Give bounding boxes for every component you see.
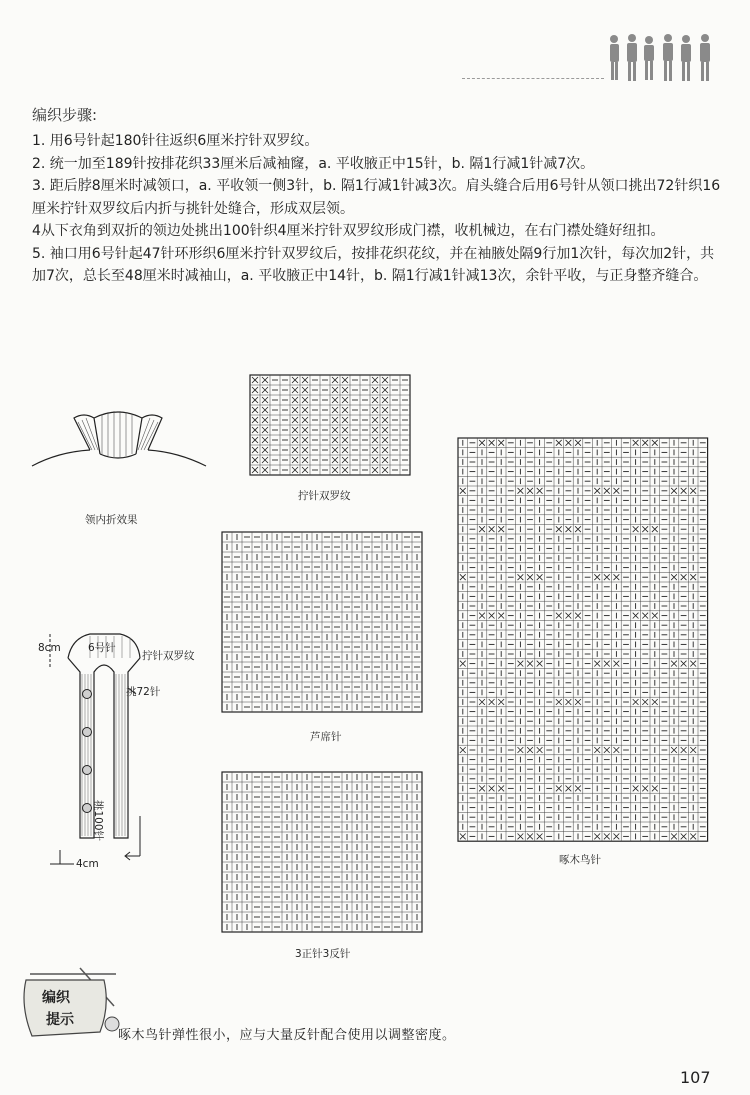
page-number: 107 xyxy=(680,1068,711,1087)
button-3-icon xyxy=(83,766,92,775)
chart-woodpecker xyxy=(458,438,712,842)
label-pick-100: 挑100针 xyxy=(92,800,104,842)
caption-twisted-rib: 拧针双罗纹 xyxy=(298,490,351,502)
steps-list xyxy=(32,130,722,288)
label-pick-72: 挑72针 xyxy=(126,686,161,698)
caption-collar-fold: 领内折效果 xyxy=(85,514,138,526)
label-height: 8cm xyxy=(38,642,61,654)
step-1: 1. 用6号针起180针往返织6厘米拧针双罗纹。 xyxy=(32,133,319,149)
caption-rib-3x3: 3正针3反针 xyxy=(295,948,351,960)
caption-seed-stitch: 芦席针 xyxy=(310,731,342,743)
tips-badge-line2: 提示 xyxy=(46,1012,74,1028)
chart-twisted-rib xyxy=(250,375,410,475)
step-5: 5. 袖口用6号针起47针环形织6厘米拧针双罗纹后，按排花织花纹，并在袖腋处隔9行加1次针，每次加2针，共加7次，总长至48厘米时减袖山，a. 平收腋正中14针，b. 隔1行减1针减13次，余针平收，与正身整齐缝合。 xyxy=(32,245,715,284)
collar-fold-illustration xyxy=(28,404,228,504)
header-dashed-rule xyxy=(462,78,604,79)
tips-badge xyxy=(20,966,120,1046)
tips-text: 啄木鸟针弹性很小，应与大量反针配合使用以调整密度。 xyxy=(118,1028,456,1043)
caption-woodpecker: 啄木鸟针 xyxy=(559,854,601,866)
steps-title: 编织步骤: xyxy=(32,106,98,124)
button-2-icon xyxy=(83,728,92,737)
label-width: 4cm xyxy=(76,858,99,870)
label-rib: 拧针双罗纹 xyxy=(142,650,195,662)
placket-illustration xyxy=(30,628,170,888)
label-needle: 6号针 xyxy=(88,642,116,654)
step-4: 4从下衣角到双折的领边处挑出100针织4厘米拧针双罗纹形成门襟，收机械边，在右门襟处缝好纽扣。 xyxy=(32,223,665,239)
tips-badge-line1: 编织 xyxy=(42,990,70,1006)
chart-rib-3x3 xyxy=(222,772,428,938)
step-2: 2. 统一加至189针按排花织33厘米后减袖窿，a. 平收腋正中15针，b. 隔1行减1针减7次。 xyxy=(32,155,595,172)
button-1-icon xyxy=(83,690,92,699)
step-3: 3. 距后脖8厘米时减领口，a. 平收领一侧3针，b. 隔1行减1针减3次。肩头缝合后用6号针从领口挑出72针织16厘米拧针双罗纹后内折与挑针处缝合，形成双层领。 xyxy=(32,178,721,217)
people-silhouettes-icon xyxy=(606,32,726,84)
chart-seed-stitch xyxy=(222,532,428,720)
